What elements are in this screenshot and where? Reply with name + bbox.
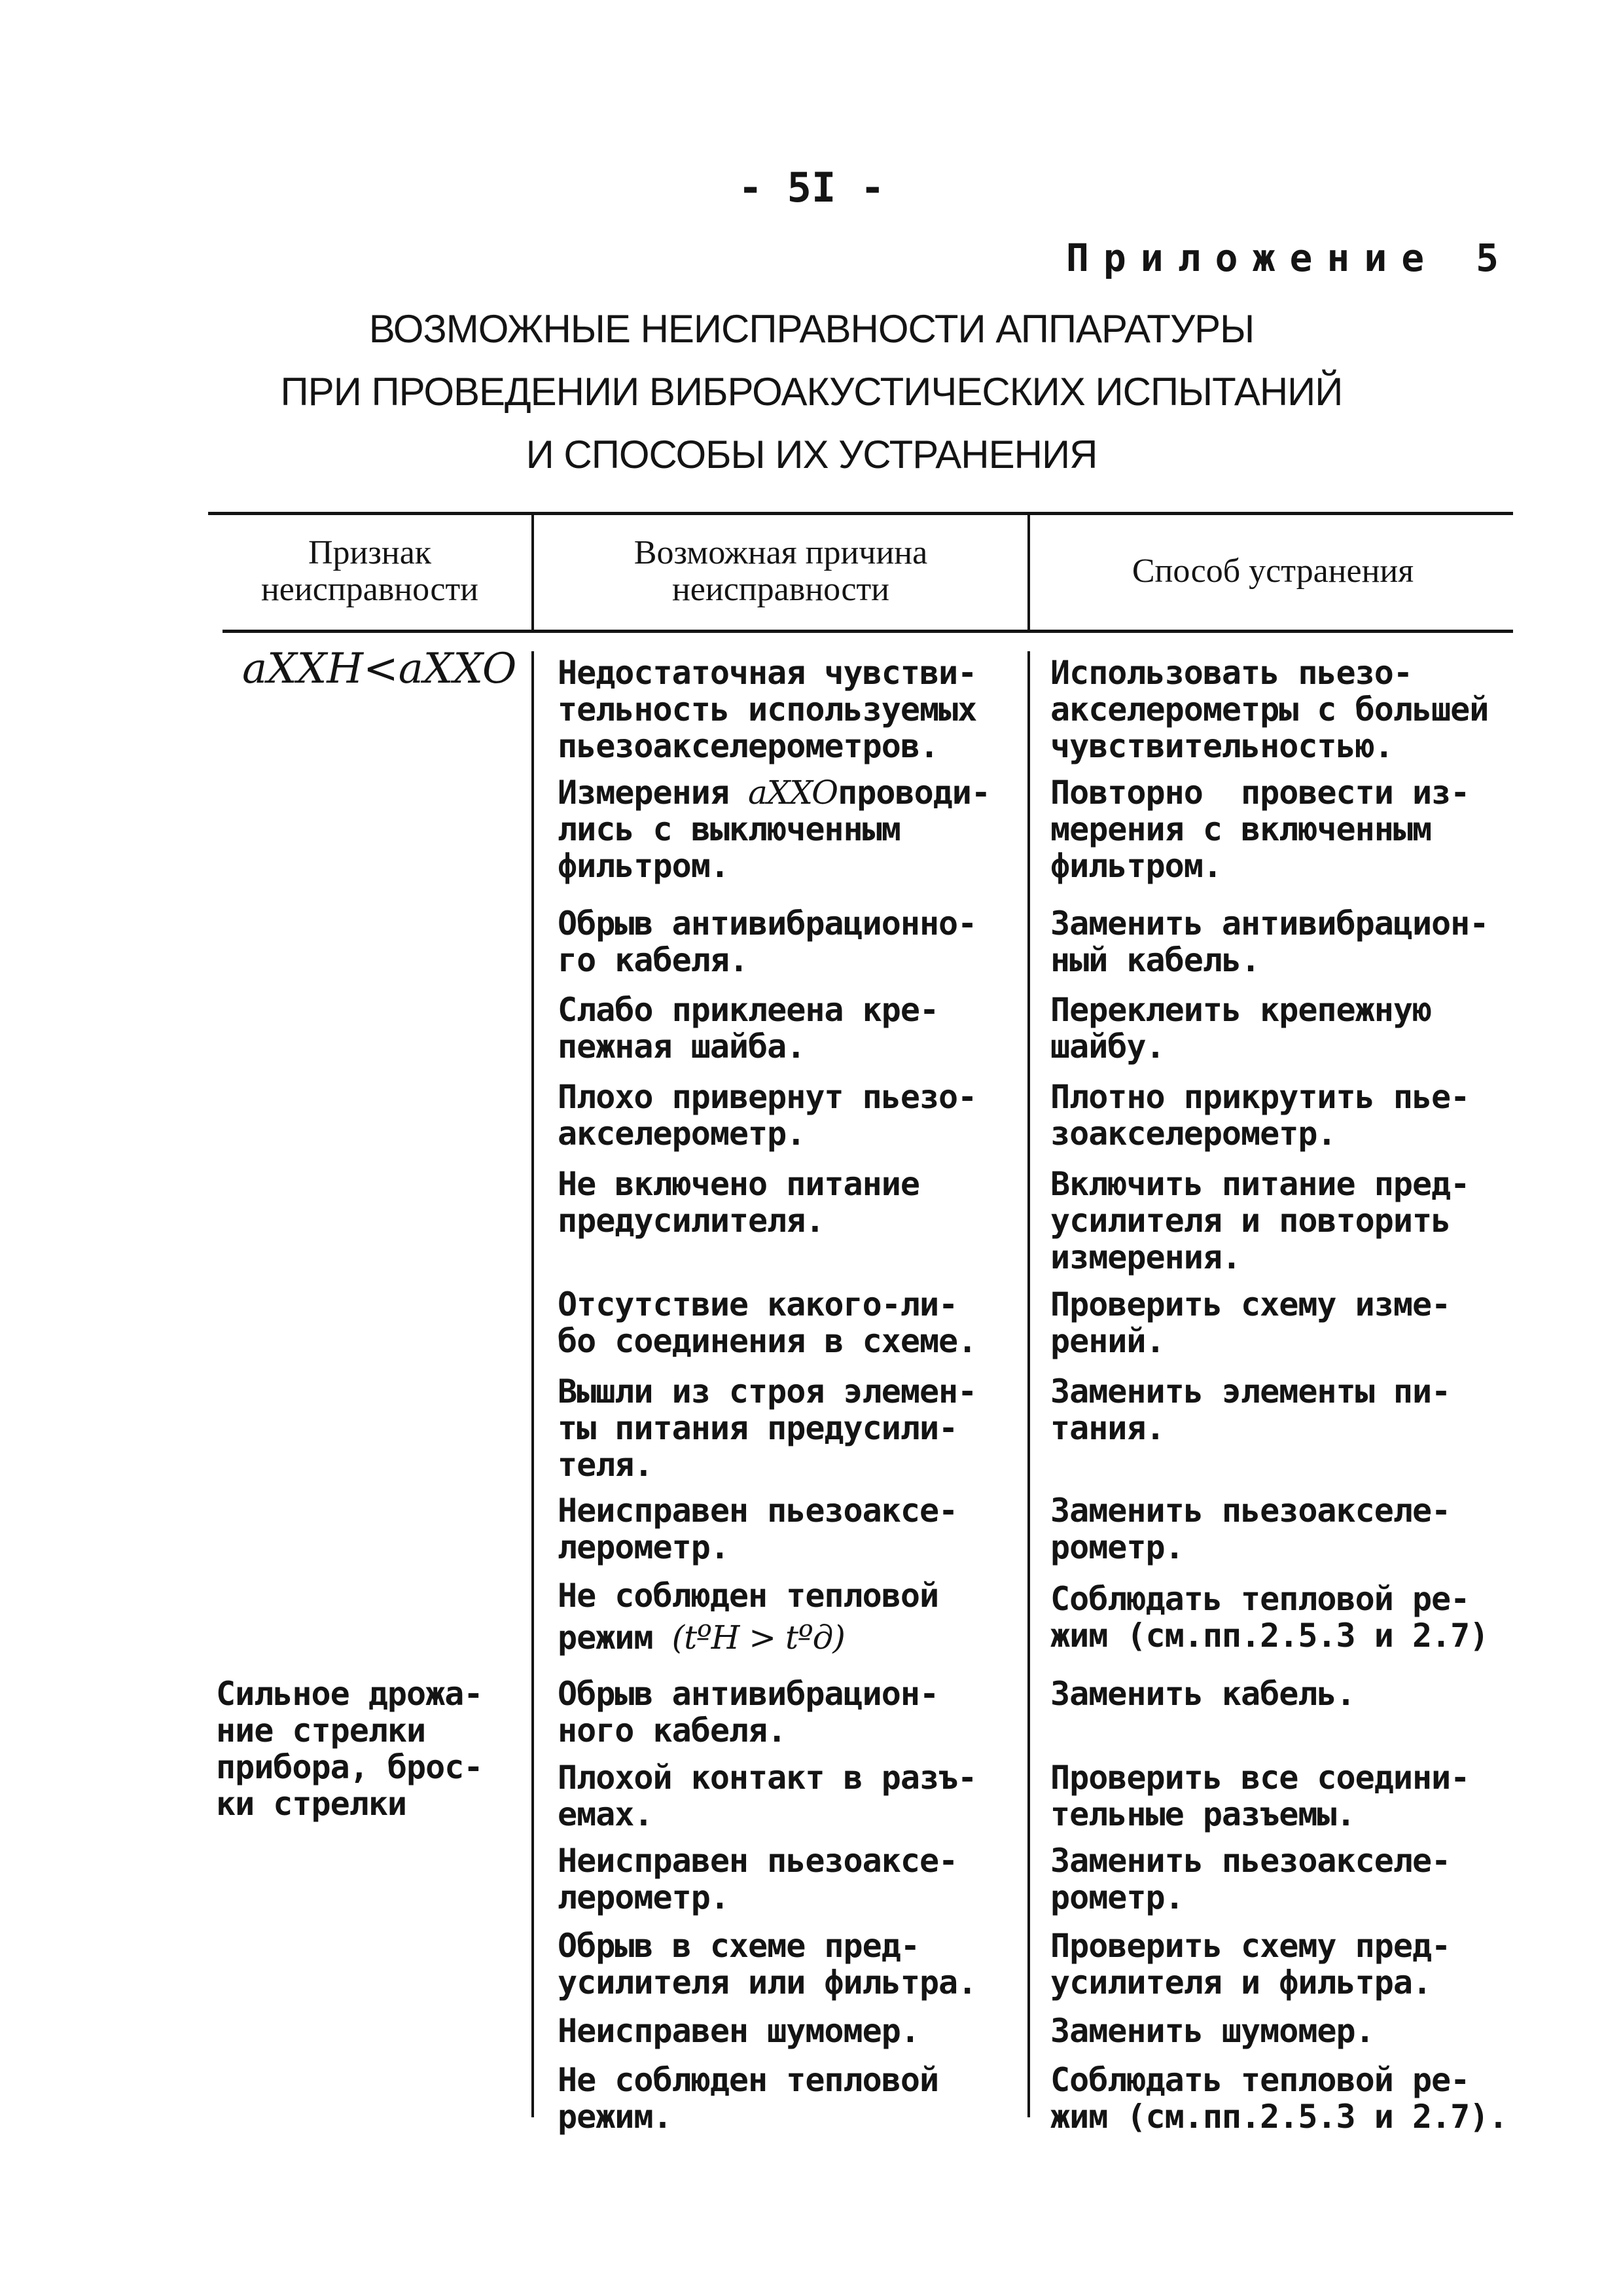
fix-cell: Соблюдать тепловой ре- жим (см.пп.2.5.3 и 2.7). (1050, 2061, 1508, 2136)
cause-cell: Плохой контакт в разъ- емах. (558, 1759, 977, 1833)
column-divider-2 (531, 651, 534, 2117)
header-fix (1033, 520, 1513, 622)
cause-cell (558, 774, 990, 884)
fix-cell: Включить питание пред- усилителя и повторить измерения. (1050, 1165, 1470, 1276)
cause-cell (558, 1577, 938, 1656)
cause-text: Не соблюден тепловой (558, 1577, 939, 1615)
header-bottom-rule (223, 630, 1513, 633)
cause-text: режим (558, 1619, 672, 1657)
sign-cell-strong-shaking: Сильное дрожа- ние стрелки прибора, брос- ки стрелки (216, 1675, 483, 1823)
column-divider-3 (1027, 512, 1030, 633)
fix-cell: Переклеить крепежную шайбу. (1050, 991, 1432, 1066)
cause-text: проводи- лись с выключенным фильтром. (558, 774, 990, 885)
cause-cell: Слабо приклеена кре- пежная шайба. (558, 991, 939, 1066)
cause-symbol: aXXO (748, 774, 838, 812)
cause-cell: Не соблюден тепловой режим. (558, 2061, 939, 2136)
title-line-3: И СПОСОБЫ ИХ УСТРАНЕНИЯ (526, 433, 1097, 476)
table-top-rule (208, 512, 1513, 515)
title-line-1: ВОЗМОЖНЫЕ НЕИСПРАВНОСТИ АППАРАТУРЫ (368, 307, 1255, 351)
cause-cell: Обрыв антивибрационно- го кабеля. (558, 905, 977, 979)
fix-cell: Заменить пьезоакселе- рометр. (1050, 1842, 1451, 1916)
fix-cell: Плотно прикрутить пье- зоакселерометр. (1050, 1078, 1470, 1153)
fix-cell: Заменить антивибрацион- ный кабель. (1050, 905, 1489, 979)
header-sign-line1: Признак (308, 533, 432, 571)
cause-cell: Обрыв в схеме пред- усилителя или фильтра. (558, 1927, 977, 2001)
cause-text: Измерения (558, 774, 749, 812)
header-cause-line2: неисправности (671, 570, 890, 608)
header-cause-line1: Возможная причина (633, 533, 928, 571)
fix-cell: Заменить кабель. (1050, 1675, 1355, 1713)
fix-cell: Проверить схему пред- усилителя и фильтра. (1050, 1927, 1451, 2001)
fix-cell: Соблюдать тепловой ре- жим (см.пп.2.5.3 и 2.7) (1050, 1580, 1489, 1655)
fix-cell: Заменить шумомер. (1050, 2012, 1374, 2050)
sign-formula: aXXH<aXXO (242, 645, 517, 693)
fix-cell: Повторно провести из- мерения с включенным фильтром. (1050, 774, 1470, 885)
title-line-2: ПРИ ПРОВЕДЕНИИ ВИБРОАКУСТИЧЕСКИХ ИСПЫТАНИЙ (280, 370, 1343, 414)
cause-cell: Плохо привернут пьезо- акселерометр. (558, 1078, 977, 1153)
cause-cell: Обрыв антивибрацион- ного кабеля. (558, 1675, 939, 1749)
cause-cell: Недостаточная чувстви- тельность используемых пьезоакселерометров. (558, 654, 977, 765)
cause-cell: Вышли из строя элемен- ты питания предусили- теля. (558, 1372, 977, 1484)
fix-cell: Использовать пьезо- акселерометры с большей чувствительностью. (1050, 654, 1489, 765)
document-title (0, 298, 1623, 486)
header-sign-line2: неисправности (260, 570, 479, 608)
fix-cell: Заменить пьезоакселе- рометр. (1050, 1492, 1451, 1566)
cause-cell: Неисправен шумомер. (558, 2012, 919, 2050)
header-fix-text: Способ устранения (1132, 552, 1414, 590)
cause-cell: Не включено питание предусилителя. (558, 1165, 919, 1240)
fix-cell: Заменить элементы пи- тания. (1050, 1372, 1451, 1447)
fix-cell: Проверить схему изме- рений. (1050, 1285, 1451, 1360)
page-number: - 5I - (738, 164, 885, 211)
column-divider-4 (1027, 651, 1030, 2117)
cause-cell: Неисправен пьезоаксе- лерометр. (558, 1842, 958, 1916)
header-sign (211, 520, 529, 622)
column-divider-1 (531, 512, 534, 633)
cause-symbol: (tºH > tºд) (671, 1619, 845, 1657)
fix-cell: Проверить все соедини- тельные разъемы. (1050, 1759, 1470, 1833)
header-cause (537, 520, 1025, 622)
appendix-label: Приложение 5 (1065, 236, 1513, 280)
cause-cell: Неисправен пьезоаксе- лерометр. (558, 1492, 958, 1566)
cause-cell: Отсутствие какого-ли- бо соединения в схеме. (558, 1285, 977, 1360)
